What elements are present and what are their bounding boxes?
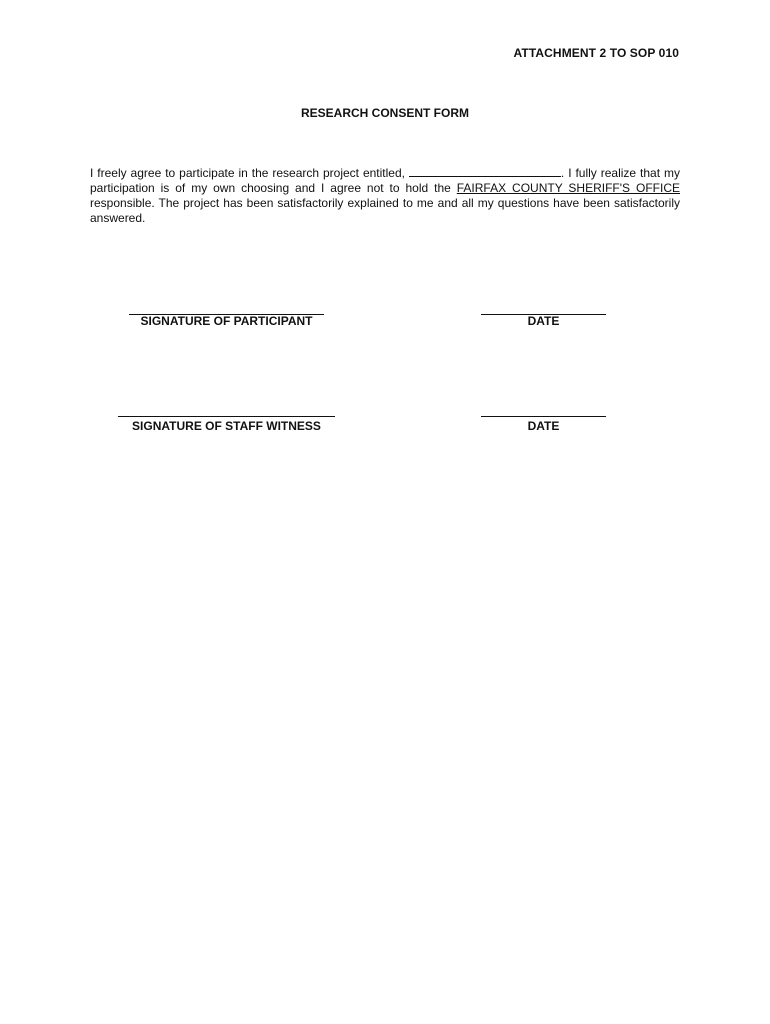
consent-text-part3: responsible. The project has been satisfactorily explained to me and all my questions have been satisfactorily answered. <box>90 196 680 225</box>
consent-text-part1: I freely agree to participate in the research project entitled, <box>90 166 409 180</box>
form-title: RESEARCH CONSENT FORM <box>300 106 469 120</box>
project-title-blank[interactable] <box>409 165 561 177</box>
witness-signature-label: SIGNATURE OF STAFF WITNESS <box>132 419 321 433</box>
witness-date-label: DATE <box>527 419 560 433</box>
witness-date-line[interactable] <box>481 416 606 417</box>
attachment-header: ATTACHMENT 2 TO SOP 010 <box>513 46 679 60</box>
witness-signature-line[interactable] <box>118 416 335 417</box>
participant-date-label: DATE <box>527 314 560 328</box>
consent-text-part2: . I fully realize that my participation is of my own choosing and I agree not to hold the <box>90 166 680 195</box>
agency-name: FAIRFAX COUNTY SHERIFF'S OFFICE <box>456 181 680 195</box>
consent-paragraph <box>90 165 680 226</box>
participant-signature-label: SIGNATURE OF PARTICIPANT <box>140 314 313 328</box>
